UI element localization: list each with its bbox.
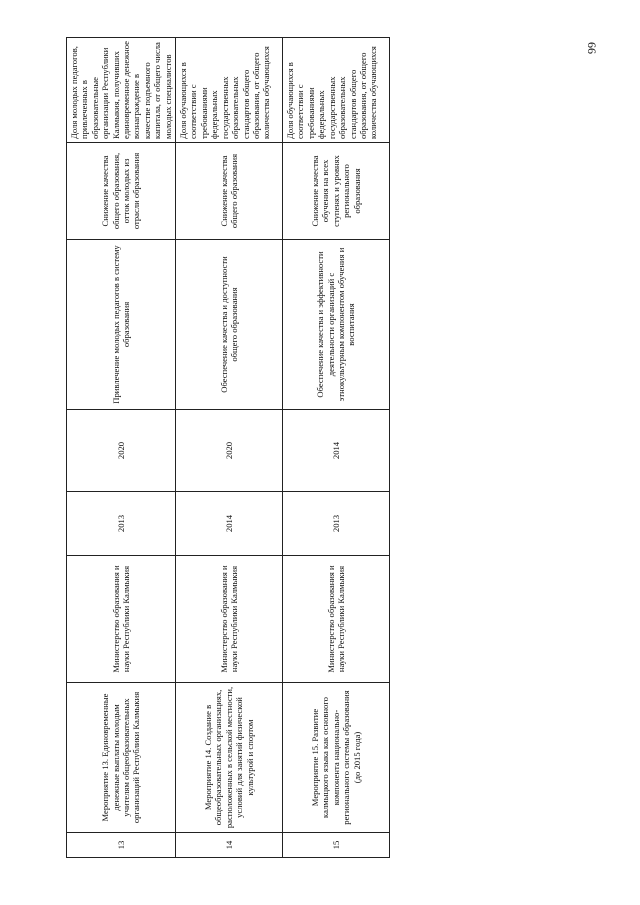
executor-cell: Министерство образования и науки Республики Калмыкия	[67, 556, 176, 683]
end-year-cell: 2014	[283, 410, 390, 492]
row-number: 14	[176, 833, 283, 858]
executor-cell: Министерство образования и науки Республики Калмыкия	[176, 556, 283, 683]
expected-result-cell: Привлечение молодых педагогов в систему образования	[67, 240, 176, 410]
indicator-cell: Доля обучающихся в соответствии с требованиями федеральных государственных образовательных стандартов общего образования, от общего количества обучающихся	[283, 38, 390, 143]
indicator-cell: Доля обучающихся в соответствии с требованиями федеральных государственных образовательных стандартов общего образования, от общего количества обучающихся	[176, 38, 283, 143]
table-row	[283, 38, 390, 858]
event-cell: Мероприятие 14. Создание в общеобразовательных организациях, расположенных в сельской местности, условий для занятий физической культурой и спортом	[176, 683, 283, 833]
table-row	[67, 38, 176, 858]
event-cell: Мероприятие 15. Развитие калмыцкого языка как основного компонента национально-регионального системы образования (до 2015 года)	[283, 683, 390, 833]
start-year-cell: 2013	[67, 492, 176, 556]
indicator-cell: Доля молодых педагогов, привлеченных в образовательные организации Республики Калмыкия, получивших единовременное денежное вознаграждение в качестве подъемного капитала, от общего числа молодых специалистов	[67, 38, 176, 143]
executor-cell: Министерство образования и науки Республики Калмыкия	[283, 556, 390, 683]
page-number: 66	[585, 42, 599, 54]
row-number: 13	[67, 833, 176, 858]
table-row	[176, 38, 283, 858]
start-year-cell: 2014	[176, 492, 283, 556]
program-events-table	[66, 37, 390, 858]
expected-result-cell: Обеспечение качества и эффективности деятельности организаций с этнокультурным компонентом обучения и воспитания	[283, 240, 390, 410]
end-year-cell: 2020	[176, 410, 283, 492]
start-year-cell: 2013	[283, 492, 390, 556]
event-cell: Мероприятие 13. Единовременные денежные выплаты молодым учителям общеобразовательных организаций Республики Калмыкия	[67, 683, 176, 833]
row-number: 15	[283, 833, 390, 858]
expected-result-cell: Обеспечение качества и доступности общего образования	[176, 240, 283, 410]
risk-cell: Снижение качества общего образования, отток молодых из отрасли образования	[67, 143, 176, 240]
risk-cell: Снижение качества обучения на всех ступенях и уровнях регионального образования	[283, 143, 390, 240]
risk-cell: Снижение качества общего образования	[176, 143, 283, 240]
rotated-table-container	[66, 38, 389, 858]
end-year-cell: 2020	[67, 410, 176, 492]
